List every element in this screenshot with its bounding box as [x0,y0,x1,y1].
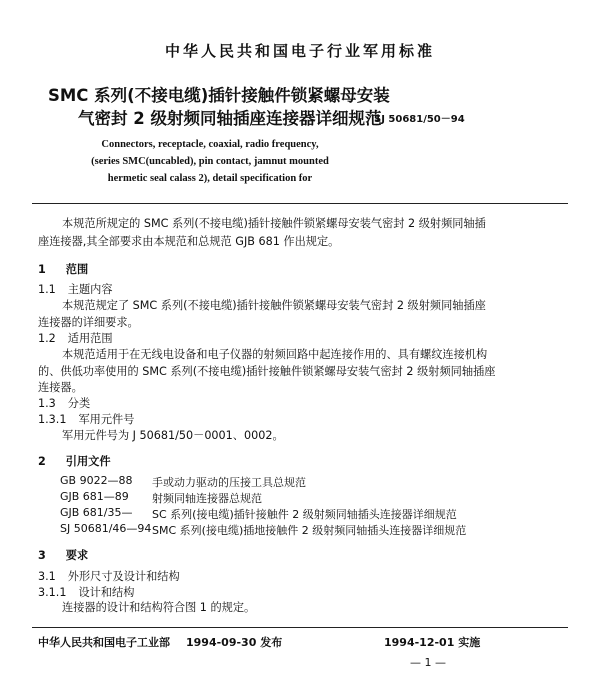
ref-title: SMC 系列(接电缆)插地接触件 2 级射频同轴插头连接器详细规范 [152,524,467,537]
section-3-heading [38,547,88,563]
section-title: 范围 [65,263,89,276]
section-title: 引用文件 [65,455,111,468]
section-1-2-line-1: 本规范适用于在无线电设备和电子仪器的射频回路中起连接作用的、具有螺纹连接机构 [62,348,488,361]
ref-title: 手或动力驱动的压接工具总规范 [152,476,306,489]
section-2-heading [38,453,111,469]
section-title: 主题内容 [67,283,113,296]
section-1-1-line-2: 连接器的详细要求。 [38,316,139,329]
section-title: 设计和结构 [78,586,135,599]
section-number: 1.1 [38,283,56,296]
english-title-line-2: (series SMC(uncabled), pin contact, jamnut mounted [91,156,329,167]
ref-title: SC 系列(接电缆)插针接触件 2 级射频同轴插头连接器详细规范 [152,508,457,521]
section-title: 要求 [65,549,89,562]
issuing-authority: 中华人民共和国电子工业部 [38,636,170,649]
title-line-1: SMC 系列(不接电缆)插针接触件锁紧螺母安装 [48,86,390,105]
section-1-3-heading [38,396,90,412]
standard-category-header: 中华人民共和国电子行业军用标准 [164,42,435,60]
ref-code: GJB 681/35— [60,506,133,519]
title-divider [32,203,568,204]
section-number: 1 [38,263,46,276]
ref-code: GJB 681—89 [60,490,129,503]
section-1-1-line-1: 本规范规定了 SMC 系列(不接电缆)插针接触件锁紧螺母安装气密封 2 级射频同轴插座 [62,299,486,312]
ref-title: 射频同轴连接器总规范 [152,492,262,505]
section-1-2-heading [38,331,113,347]
section-1-2-line-2: 的、供低功率使用的 SMC 系列(不接电缆)插针接触件锁紧螺母安装气密封 2 级射频同轴插座 [38,365,496,378]
section-3-1-heading [38,569,180,585]
section-number: 1.3 [38,397,56,410]
section-1-2-line-3: 连接器。 [38,381,83,394]
section-title: 分类 [67,397,91,410]
effective-date: 1994-12-01 实施 [384,636,481,649]
section-number: 3.1.1 [38,586,67,599]
section-1-3-1-text: 军用元件号为 J 50681/50－0001、0002。 [62,429,284,442]
standard-code: SJ 50681/50－94 [374,114,465,125]
section-title: 军用元件号 [78,413,135,426]
intro-line-2: 座连接器,其全部要求由本规范和总规范 GJB 681 作出规定。 [38,235,340,248]
section-3-1-1-text: 连接器的设计和结构符合图 1 的规定。 [62,601,256,614]
english-title-line-1: Connectors, receptacle, coaxial, radio frequency, [101,139,319,150]
ref-code: GB 9022—88 [60,474,133,487]
page-number: — 1 — [410,656,446,669]
section-title: 外形尺寸及设计和结构 [67,570,180,583]
section-number: 1.3.1 [38,413,67,426]
section-number: 1.2 [38,332,56,345]
section-3-1-1-heading [38,585,134,601]
ref-code: SJ 50681/46—94 [60,522,152,535]
issue-date: 1994-09-30 发布 [186,636,283,649]
section-1-1-heading [38,282,113,298]
section-title: 适用范围 [67,332,113,345]
section-number: 2 [38,455,46,468]
footer-divider [32,627,568,628]
section-1-heading [38,261,88,277]
section-number: 3 [38,549,46,562]
english-title-line-3: hermetic seal calass 2), detail specification for [107,173,313,184]
title-line-2: 气密封 2 级射频同轴插座连接器详细规范 [78,109,382,128]
section-1-3-1-heading [38,412,134,428]
intro-line-1: 本规范所规定的 SMC 系列(不接电缆)插针接触件锁紧螺母安装气密封 2 级射频同轴插 [62,217,486,230]
section-number: 3.1 [38,570,56,583]
